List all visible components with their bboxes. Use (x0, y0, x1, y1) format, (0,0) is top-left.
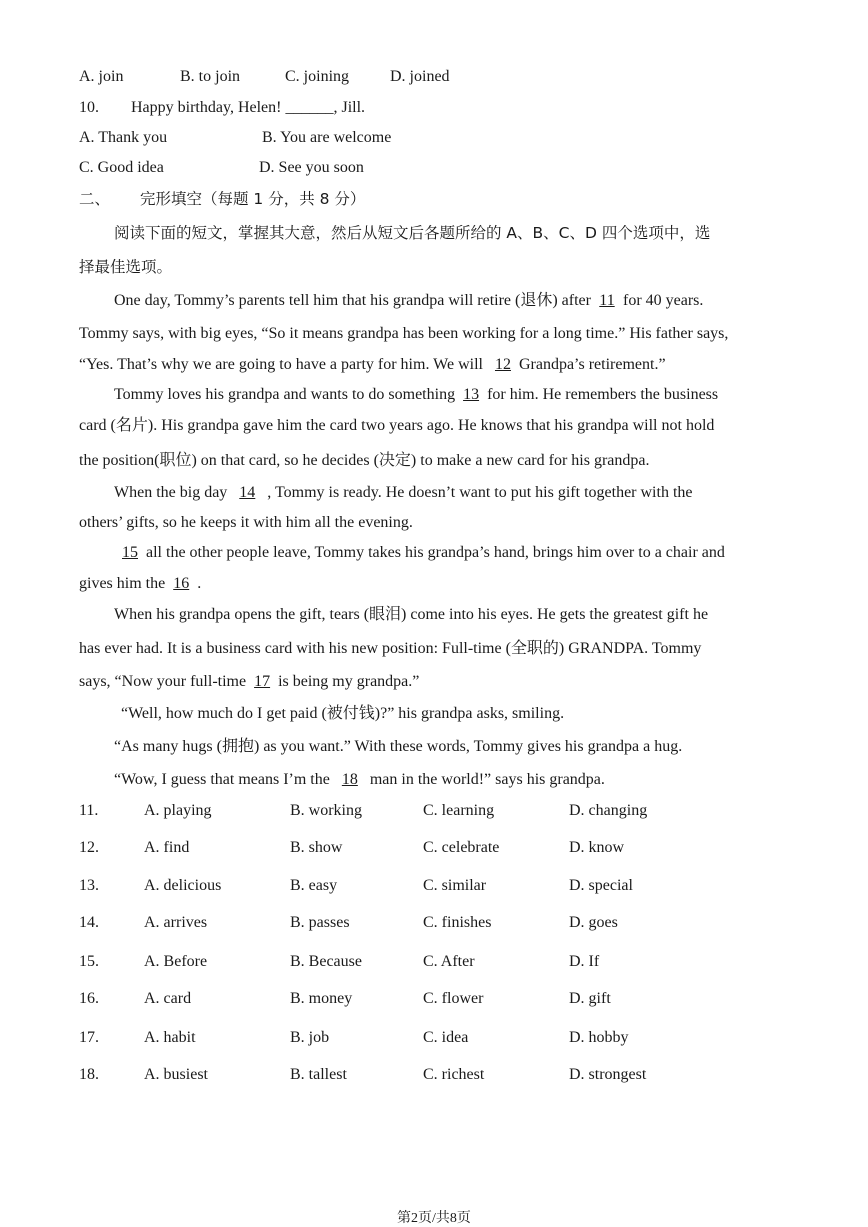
page-number: 第2页/共8页 (397, 1211, 471, 1226)
blank-16: 16 (173, 575, 190, 592)
passage-line: “Yes. That’s why we are going to have a party for him. We will 12 Grandpa’s retirement.” (79, 356, 666, 373)
q10-text: Happy birthday, Helen! ______, Jill. (131, 99, 366, 116)
section-instruction-2: 择最佳选项。 (79, 258, 173, 276)
blank-14: 14 (239, 484, 256, 501)
blank-15: 15 (122, 544, 138, 561)
q9-option-a: A. join (79, 68, 124, 85)
passage-line: gives him the 16 . (79, 575, 202, 592)
blank-17: 17 (254, 673, 271, 690)
passage-line: When the big day 14 , Tommy is ready. He doesn’t want to put his gift together with the (114, 484, 693, 501)
passage-line: the position(职位) on that card, so he decides (决定) to make a new card for his grandpa. (79, 452, 650, 469)
passage-line: “As many hugs (拥抱) as you want.” With these words, Tommy gives his grandpa a hug. (114, 738, 683, 755)
blank-18: 18 (341, 771, 358, 788)
passage-line: Tommy loves his grandpa and wants to do something 13 for him. He remembers the business (114, 386, 719, 403)
passage-line: has ever had. It is a business card with his new position: Full-time (全职的) GRANDPA. Tommy (79, 640, 702, 657)
passage-line: “Well, how much do I get paid (被付钱)?” his grandpa asks, smiling. (121, 705, 565, 722)
section-number: 二、 (79, 190, 111, 208)
q10-option-b: B. You are welcome (262, 129, 392, 146)
q9-option-b: B. to join (180, 68, 241, 85)
q9-option-d: D. joined (390, 68, 450, 85)
section-title: 完形填空（每题 1 分，共 8 分） (140, 190, 366, 208)
passage-line: Tommy says, with big eyes, “So it means grandpa has been working for a long time.” His father says, (79, 325, 729, 342)
passage-line: says, “Now your full-time 17 is being my grandpa.” (79, 673, 420, 690)
passage-line: 15 all the other people leave, Tommy takes his grandpa’s hand, brings him over to a chair and (114, 543, 725, 563)
q10-option-c: C. Good idea (79, 159, 164, 176)
passage-line: One day, Tommy’s parents tell him that his grandpa will retire (退休) after 11 for 40 years. (114, 292, 704, 309)
q10-option-a: A. Thank you (79, 129, 168, 146)
section-instruction-1: 阅读下面的短文，掌握其大意，然后从短文后各题所给的 A、B、C、D 四个选项中，选 (114, 224, 711, 242)
passage-line: When his grandpa opens the gift, tears (眼泪) come into his eyes. He gets the greatest gift he (114, 606, 709, 623)
blank-13: 13 (463, 386, 480, 403)
passage-line: card (名片). His grandpa gave him the card two years ago. He knows that his grandpa will not hold (79, 417, 715, 434)
q10-number: 10. (79, 99, 99, 116)
q10-option-d: D. See you soon (259, 159, 364, 176)
blank-11: 11 (599, 292, 615, 309)
blank-12: 12 (494, 356, 511, 373)
q9-option-c: C. joining (285, 68, 350, 85)
passage-line: others’ gifts, so he keeps it with him all the evening. (79, 514, 413, 531)
passage-line: “Wow, I guess that means I’m the 18 man in the world!” says his grandpa. (114, 771, 605, 788)
